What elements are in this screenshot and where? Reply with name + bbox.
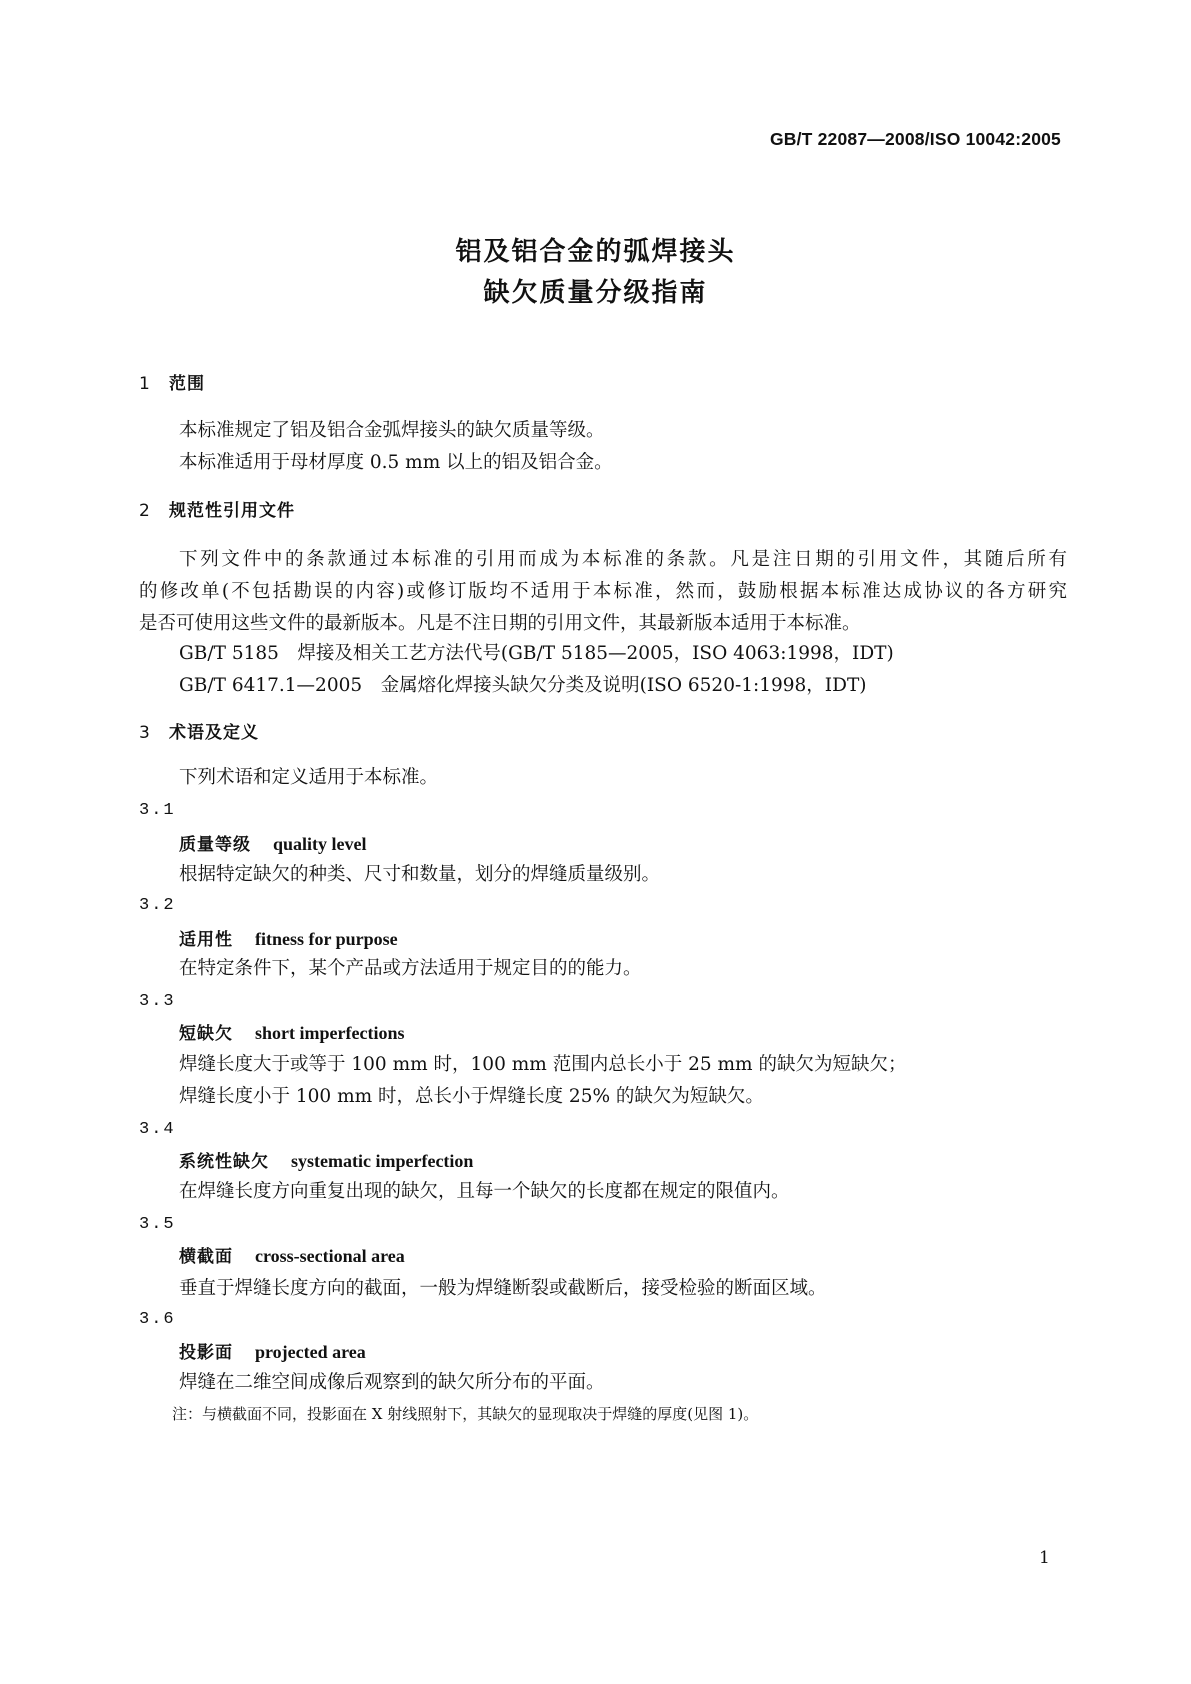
note: 注：与横截面不同，投影面在 X 射线照射下，其缺欠的显现取决于焊缝的厚度(见图 1)。	[172, 1405, 759, 1423]
standard-code-header: GB/T 22087—2008/ISO 10042:2005	[769, 129, 1061, 149]
section-title: 规范性引用文件	[169, 501, 295, 521]
page-number: 1	[1039, 1548, 1050, 1568]
term-number: 3.1	[139, 801, 176, 820]
term-number: 3.4	[139, 1120, 176, 1139]
term-zh: 质量等级	[179, 835, 251, 855]
term-number: 3.2	[139, 896, 176, 915]
term-definition: 在特定条件下，某个产品或方法适用于规定目的的能力。	[179, 958, 642, 979]
section-heading-normative-references	[139, 499, 295, 523]
term-en: quality level	[273, 834, 367, 854]
reference-item: GB/T 6417.1—2005 金属熔化焊接头缺欠分类及说明(ISO 6520-1:1998，IDT)	[179, 675, 867, 696]
term-number: 3.5	[139, 1215, 176, 1234]
term-zh: 适用性	[179, 930, 233, 950]
term-zh: 横截面	[179, 1247, 233, 1267]
section-number: 3	[139, 723, 150, 743]
term-en: short imperfections	[255, 1023, 405, 1043]
reference-item: GB/T 5185 焊接及相关工艺方法代号(GB/T 5185—2005，ISO 4063:1998，IDT)	[179, 643, 894, 664]
term-heading	[179, 1021, 404, 1046]
term-heading	[179, 927, 398, 952]
term-en: systematic imperfection	[291, 1151, 474, 1171]
paragraph-line: 的修改单(不包括勘误的内容)或修订版均不适用于本标准，然而，鼓励根据本标准达成协议的各方研究	[139, 581, 1067, 602]
section-number: 2	[139, 501, 150, 521]
section-heading-scope	[139, 372, 205, 396]
term-definition: 焊缝长度小于 100 mm 时，总长小于焊缝长度 25% 的缺欠为短缺欠。	[179, 1086, 764, 1107]
term-definition: 焊缝长度大于或等于 100 mm 时，100 mm 范围内总长小于 25 mm 的缺欠为短缺欠；	[179, 1054, 907, 1075]
term-zh: 短缺欠	[179, 1024, 233, 1044]
term-zh: 投影面	[179, 1343, 233, 1363]
term-definition: 根据特定缺欠的种类、尺寸和数量，划分的焊缝质量级别。	[179, 864, 661, 885]
section-heading-terms	[139, 721, 259, 745]
term-en: fitness for purpose	[255, 929, 398, 949]
section-number: 1	[139, 374, 150, 394]
paragraph: 下列术语和定义适用于本标准。	[179, 767, 439, 788]
paragraph-line: 是否可使用这些文件的最新版本。凡是不注日期的引用文件，其最新版本适用于本标准。	[139, 613, 861, 634]
paragraph: 本标准规定了铝及铝合金弧焊接头的缺欠质量等级。	[179, 420, 605, 441]
paragraph-line: 下列文件中的条款通过本标准的引用而成为本标准的条款。凡是注日期的引用文件，其随后所有	[179, 549, 1067, 570]
document-title-line1: 铝及铝合金的弧焊接头	[455, 237, 736, 267]
term-en: cross-sectional area	[255, 1246, 405, 1266]
term-number: 3.6	[139, 1310, 176, 1329]
term-zh: 系统性缺欠	[179, 1152, 269, 1172]
section-title: 术语及定义	[169, 723, 259, 743]
term-definition: 垂直于焊缝长度方向的截面，一般为焊缝断裂或截断后，接受检验的断面区域。	[179, 1278, 827, 1299]
section-title: 范围	[169, 374, 205, 394]
paragraph: 本标准适用于母材厚度 0.5 mm 以上的铝及铝合金。	[179, 452, 613, 473]
term-heading	[179, 1244, 405, 1269]
term-number: 3.3	[139, 992, 176, 1011]
term-heading	[179, 1149, 473, 1174]
term-definition: 焊缝在二维空间成像后观察到的缺欠所分布的平面。	[179, 1372, 605, 1393]
term-en: projected area	[255, 1342, 366, 1362]
term-heading	[179, 832, 367, 857]
term-heading	[179, 1340, 366, 1365]
term-definition: 在焊缝长度方向重复出现的缺欠，且每一个缺欠的长度都在规定的限值内。	[179, 1181, 790, 1202]
document-title-line2: 缺欠质量分级指南	[483, 278, 708, 308]
